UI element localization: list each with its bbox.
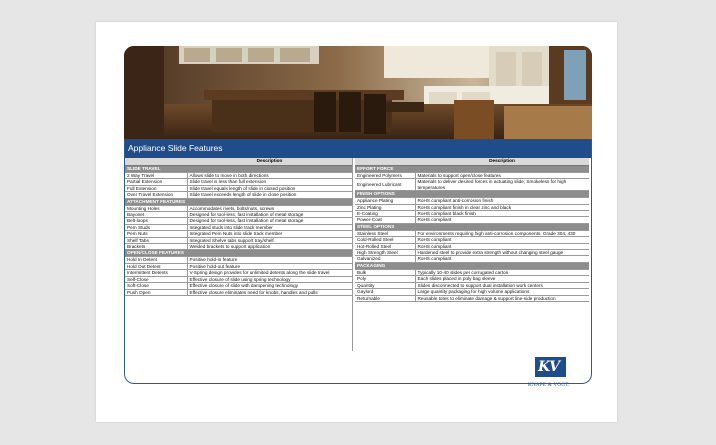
feature-description: Effective closure eliminates need for knobs, handles and pulls	[187, 289, 352, 295]
feature-name: Over Travel Extension	[125, 192, 187, 198]
feature-description: Positive hold-out feature	[187, 263, 352, 269]
feature-description: Effective closure of slide with dampening technology	[187, 283, 352, 289]
feature-description: Slide travel exceeds length of slide in close position	[187, 192, 352, 198]
right-feature-table	[355, 158, 589, 302]
feature-name: Appliance Plating	[355, 198, 415, 204]
feature-description: Materials to deliver desired forces in actuating slide; Smokeless for high temperatures	[415, 179, 589, 191]
feature-name: High Strength Steel	[355, 250, 415, 256]
feature-description: RoHS compliant	[415, 237, 589, 243]
feature-description: Welded brackets to support application	[187, 244, 352, 250]
feature-name: Pem Nuts	[125, 231, 187, 237]
section-heading: SLIDE TRAVEL	[125, 166, 352, 173]
feature-name: Zinc Plating	[355, 204, 415, 210]
feature-description: RoHS compliant finish in clear zinc and black	[415, 204, 589, 210]
feature-name: Cold-Rolled Steel	[355, 237, 415, 243]
feature-name: Push Open	[125, 289, 187, 295]
feature-name: Returnable	[355, 295, 415, 301]
feature-name: Poly	[355, 276, 415, 282]
feature-name: Brackets	[125, 244, 187, 250]
feature-name: Gaylord	[355, 289, 415, 295]
section-title: Appliance Slide Features	[128, 143, 223, 153]
feature-name: Stainless Steel	[355, 230, 415, 236]
section-heading: ATTACHMENT FEATURES	[125, 198, 352, 205]
feature-description: Designed for tool-less, fast installation of metal storage	[187, 218, 352, 224]
feature-description: For environments requiring high anti-corrosion components. Grade 304, 430	[415, 230, 589, 236]
feature-name: Hot-Rolled Steel	[355, 243, 415, 249]
feature-name: Partial Extension	[125, 179, 187, 185]
feature-name: Bulk	[355, 269, 415, 275]
feature-description: Designed for tool-less, fast installation of metal storage	[187, 212, 352, 218]
feature-description: RoHS compliant black finish	[415, 211, 589, 217]
feature-description: Slide travel is less than full extension	[187, 179, 352, 185]
feature-description: Effective closure of slide using spring technology	[187, 276, 352, 282]
feature-name: Shelf Tabs	[125, 237, 187, 243]
feature-name: Galvanized	[355, 256, 415, 262]
logo-wordmark: KNAPE & VOGT.	[528, 382, 570, 388]
column-divider	[352, 158, 353, 351]
section-heading: EFFORT FORCE	[355, 166, 589, 173]
feature-description: RoHS compliant	[415, 243, 589, 249]
feature-name: Soft-Close	[125, 283, 187, 289]
feature-description: Accommodates rivets, bolts/nuts, screws	[187, 205, 352, 211]
feature-name: Engineered Polymers	[355, 173, 415, 179]
left-feature-table	[125, 158, 352, 296]
section-heading: FINISH OPTIONS	[355, 191, 589, 198]
feature-name: Quantity	[355, 282, 415, 288]
feature-name: Hold Out Detent	[125, 263, 187, 269]
feature-description: RoHS compliant anti-corrosion finish	[415, 198, 589, 204]
knape-vogt-logo	[528, 357, 583, 393]
column-header: Description	[187, 158, 352, 166]
kitchen-photo	[124, 46, 592, 139]
feature-description: Large quantity packaging for high volume applications	[415, 289, 589, 295]
feature-description: RoHS compliant	[415, 217, 589, 223]
logo-mark	[535, 357, 566, 377]
feature-name: Mounting Holes	[125, 205, 187, 211]
column-header: Description	[415, 158, 589, 166]
feature-name: E-Coating	[355, 211, 415, 217]
feature-description: Hardened steel to provide extra strength without changing steel gauge	[415, 250, 589, 256]
feature-description: Each slides placed in poly bag sleeve	[415, 276, 589, 282]
feature-description: Typically 10-40 slides per corrugated carton	[415, 269, 589, 275]
feature-name: Belt-loops	[125, 218, 187, 224]
section-heading: PACKAGING	[355, 262, 589, 269]
feature-description: Reusable totes to eliminate damage & support line-side production	[415, 295, 589, 301]
feature-name: Power-Coat	[355, 217, 415, 223]
feature-name: Intermittent Detents	[125, 270, 187, 276]
section-heading: OPEN/CLOSE FEATURES	[125, 250, 352, 257]
feature-name: Engineered Lubricant	[355, 179, 415, 191]
feature-name: Full Extension	[125, 185, 187, 191]
feature-description: RoHS compliant	[415, 256, 589, 262]
feature-description: Integrated Shelve tabs support tray/shelf	[187, 237, 352, 243]
feature-description: Integrated Pem Nuts into slide track member	[187, 231, 352, 237]
feature-name: Self-Close	[125, 276, 187, 282]
feature-name: Bayonet	[125, 212, 187, 218]
feature-name: Hold In Detent	[125, 257, 187, 263]
feature-description: V-Spring design provides for unlimited detents along the slide travel	[187, 270, 352, 276]
section-heading: STEEL OPTIONS	[355, 223, 589, 230]
feature-description: Positive hold-in feature	[187, 257, 352, 263]
feature-description: Materials to support open/close features	[415, 173, 589, 179]
feature-description: Integrated studs into slide track member	[187, 224, 352, 230]
feature-name: 2 Way Travel	[125, 173, 187, 179]
feature-description: Allows slide to move in both directions	[187, 173, 352, 179]
feature-description: Slide travel equals length of slide in closed position	[187, 185, 352, 191]
feature-description: Slides disconnected to support dual installation work centers	[415, 282, 589, 288]
logo-mark-text: KV	[538, 359, 560, 375]
feature-name: Pem Studs	[125, 224, 187, 230]
